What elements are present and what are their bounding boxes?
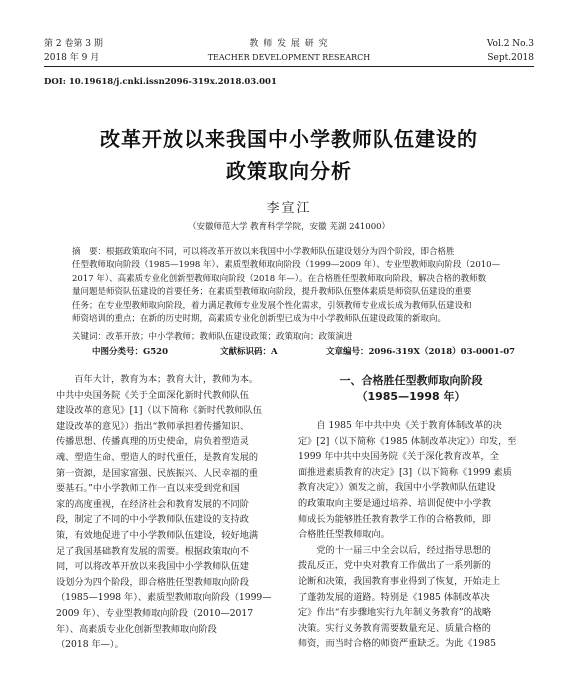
body-line: 百年大计，教育为本；教育大计，教师为本。: [56, 374, 259, 385]
abstract-line: 2017 年）、高素质专业化创新型教师取向阶段（2018 年—）。在合格胜任型教师取向阶段，解决合格的教师数: [72, 273, 487, 284]
body-line: 面推进素质教育的决定》[3]（以下简称《1999 素质: [298, 466, 512, 478]
body-line: （1985—1998 年）、素质型教师取向阶段（1999—: [56, 592, 272, 604]
abstract-line: 师资培训的重点；在新的历史时期，高素质专业化创新型已成为中小学教师队伍建设政策的新取向。: [72, 314, 447, 325]
article-title-line2: 政策取向分析: [226, 159, 352, 183]
body-line: 魂、塑造生命、塑造人的时代重任，是教育发展的: [56, 451, 259, 463]
section-title: 一、合格胜任型教师取向阶段: [339, 374, 483, 387]
body-line: 传播思想、传播真理的历史使命，肩负着塑造灵: [56, 436, 249, 448]
abstract: [72, 246, 506, 326]
body-line: 建设改革的意见》）指出“教师承担着传播知识、: [56, 420, 250, 432]
section-subtitle: （1985—1998 年）: [356, 390, 466, 403]
article-title-line1: 改革开放以来我国中小学教师队伍建设的: [100, 127, 478, 151]
section-heading: [298, 373, 524, 405]
journal-name-cn: 教 师 发 展 研 究: [249, 39, 329, 49]
body-line: 师成长为能够胜任教育教学工作的合格教师，即: [298, 513, 491, 525]
body-line: 第一资源，是国家富强、民族振兴、人民幸福的重: [56, 467, 259, 479]
body-line: 足了我国基础教育发展的需要。根据政策取向不: [56, 545, 249, 557]
header-rule: [44, 66, 534, 67]
body-line: 策，有效地促进了中小学教师队伍建设，较好地满: [56, 529, 259, 541]
body-line: 教育决定》）颁发之前，我国中小学教师队伍建设: [298, 482, 496, 494]
volume-issue-cn: 第 2 卷第 3 期: [44, 39, 103, 49]
article-number: 文章编号：2096-319X（2018）03-0001-07: [326, 347, 516, 357]
body-line: 自 1985 年中共中央《关于教育体制改革的决: [298, 420, 502, 431]
body-line: 中共中央国务院《关于全面深化新时代教师队伍: [56, 389, 249, 401]
body-line: 建设改革的意见》[1]（以下简称《新时代教师队伍: [56, 405, 262, 417]
body-line: 拨乱反正，党中央对教育工作做出了一系列新的: [298, 560, 491, 572]
body-line: 2009 年）、专业型教师取向阶段（2010—2017: [56, 607, 254, 619]
volume-issue-en: Vol.2 No.3: [486, 39, 534, 49]
journal-name-en: TEACHER DEVELOPMENT RESEARCH: [207, 53, 371, 62]
abstract-line: 量问题是师资队伍建设的首要任务；在素质型教师取向阶段，提升教师队伍整体素质是师资队伍建设的重要: [72, 287, 472, 298]
date-en: Sept.2018: [487, 53, 534, 63]
body-line: （2018 年—）。: [56, 639, 124, 651]
document-code: 文献标识码：A: [220, 347, 278, 357]
body-line: 要基石。”中小学教师工作一直以来受到党和国: [56, 483, 240, 495]
body-line: 1999 年中共中央国务院《关于深化教育改革，全: [298, 451, 499, 463]
body-line: 年）、高素质专业化创新型教师取向阶段: [56, 623, 217, 635]
abstract-line: 任型教师取向阶段（1985—1998 年）、素质型教师取向阶段（1999—2009 年）、专业型教师取向阶段（2010—: [72, 260, 501, 271]
doi: DOI: 10.19618/j.cnki.issn2096-319x.2018.03.001: [44, 77, 277, 87]
body-line: 同，可以将改革开放以来我国中小学教师队伍建: [56, 561, 249, 573]
body-line: 论断和决策，我国教育事业得到了恢复，开始走上: [298, 575, 501, 587]
author-affiliation: （安徽师范大学 教育科学学院，安徽 芜湖 241000）: [187, 222, 391, 232]
body-line: 设划分为四个阶段，即合格胜任型教师取向阶段: [56, 576, 249, 588]
body-line: 定》作出“有步骤地实行九年制义务教育”的战略: [298, 607, 492, 619]
body-line: 的政策取向主要是通过培养、培训促使中小学教: [298, 497, 491, 509]
body-line: 师资，而当时合格的师资严重缺乏。为此《1985: [298, 638, 496, 650]
body-right-column: [298, 418, 524, 652]
body-line: 合格胜任型教师取向。: [298, 529, 390, 541]
abstract-line: 摘 要：根据政策取向不同，可以将改革开放以来我国中小学教师队伍建设划分为四个阶段，即合格胜: [72, 247, 455, 257]
clc-number: 中图分类号：G520: [92, 347, 169, 357]
abstract-line: 任务；在专业型教师取向阶段，着力满足教师专业发展个性化需求，引领教师专业成长成为教师队伍建设和: [72, 300, 472, 311]
body-line: 了蓬勃发展的道路。特别是《1985 体制改革决: [298, 591, 490, 603]
body-line: 定》[2]（以下简称《1985 体制改革决定》）印发，至: [298, 435, 517, 447]
body-line: 段，制定了不同的中小学教师队伍建设的支持政: [56, 514, 249, 526]
author-name: 李宣江: [266, 201, 312, 216]
keywords: 关键词：改革开放；中小学教师；教师队伍建设政策；政策取向；政策演进: [72, 332, 353, 342]
body-line: 家的高度重视，在经济社会和教育发展的不同阶: [56, 498, 249, 510]
date-cn: 2018 年 9 月: [44, 53, 100, 63]
body-line: 决策。实行义务教育需要数量充足、质量合格的: [298, 622, 491, 634]
body-left-column: [56, 372, 282, 653]
body-line: 党的十一届三中全会以后，经过指导思想的: [298, 544, 491, 556]
